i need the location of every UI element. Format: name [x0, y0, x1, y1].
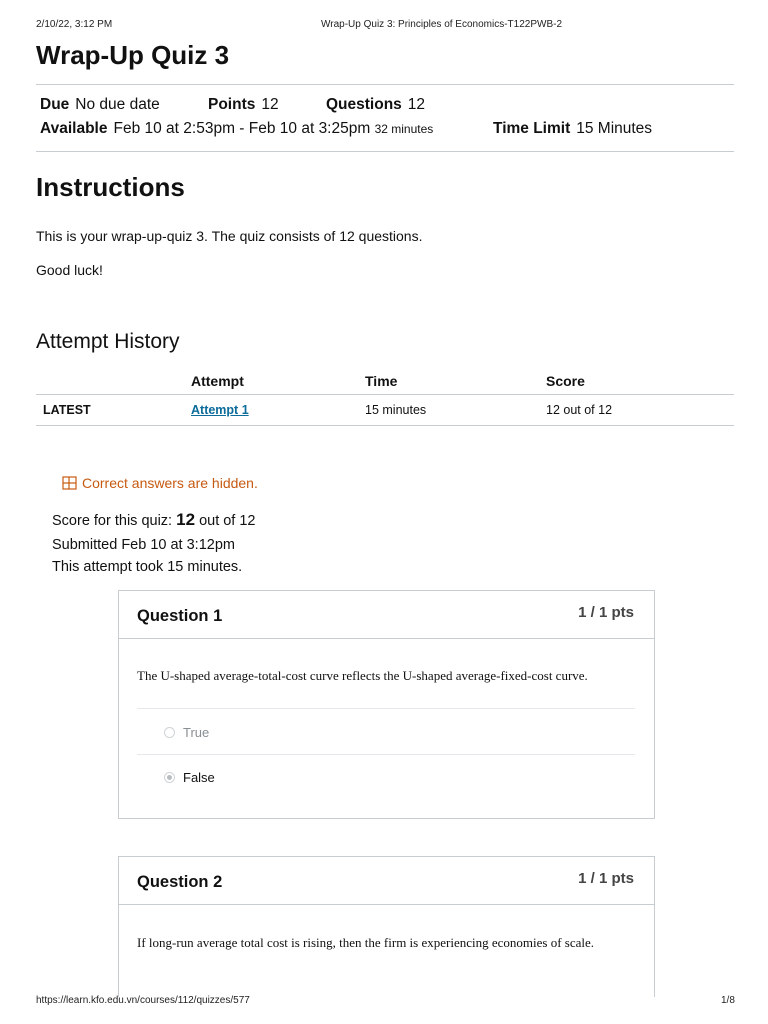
question-points: 1 / 1 pts	[578, 604, 634, 621]
points-value: 12	[261, 96, 279, 113]
question-card	[118, 590, 655, 819]
question-header	[119, 591, 654, 639]
option-label: False	[183, 770, 215, 785]
available-info	[40, 120, 433, 138]
column-header-time: Time	[365, 373, 398, 389]
question-title: Question 2	[137, 873, 223, 891]
latest-tag: LATEST	[43, 403, 91, 417]
print-datetime: 2/10/22, 3:12 PM	[36, 19, 113, 30]
question-text: If long-run average total cost is rising, then the firm is experiencing economies of scale.	[137, 935, 595, 950]
questions-info	[326, 96, 425, 114]
column-header-attempt: Attempt	[191, 373, 244, 389]
question-points: 1 / 1 pts	[578, 870, 634, 887]
answers-hidden-notice	[62, 475, 258, 491]
points-info	[208, 96, 279, 114]
quiz-title: Wrap-Up Quiz 3	[36, 40, 230, 70]
due-info	[40, 96, 160, 114]
due-value: No due date	[75, 96, 160, 113]
grid-icon	[62, 476, 77, 490]
attempt-link[interactable]: Attempt 1	[191, 403, 249, 417]
quiz-score	[52, 510, 256, 530]
option-label: True	[183, 725, 210, 740]
column-header-score: Score	[546, 373, 585, 389]
time-limit-label: Time Limit	[493, 120, 571, 137]
answer-option-selected[interactable]	[164, 770, 215, 785]
question-title: Question 1	[137, 607, 223, 625]
table-divider	[36, 394, 734, 395]
attempt-score: 12 out of 12	[546, 403, 613, 417]
option-divider	[137, 754, 635, 755]
divider	[36, 84, 734, 85]
print-url: https://learn.kfo.edu.vn/courses/112/quizzes/577	[36, 995, 250, 1006]
instructions-heading: Instructions	[36, 172, 185, 202]
answer-option[interactable]	[164, 725, 209, 740]
instructions-text: Good luck!	[36, 262, 103, 278]
attempt-history-heading: Attempt History	[36, 330, 180, 353]
attempt-duration: This attempt took 15 minutes.	[52, 559, 243, 575]
attempt-time: 15 minutes	[365, 403, 427, 417]
points-label: Points	[208, 96, 256, 113]
option-divider	[137, 708, 635, 709]
question-card	[118, 856, 655, 997]
score-prefix: Score for this quiz:	[52, 513, 173, 529]
time-limit-value: 15 Minutes	[576, 120, 653, 137]
score-value: 12	[176, 510, 196, 529]
questions-label: Questions	[326, 96, 402, 113]
questions-value: 12	[407, 96, 426, 113]
submitted-time: Submitted Feb 10 at 3:12pm	[52, 537, 235, 553]
hidden-note-text: Correct answers are hidden.	[82, 475, 258, 491]
score-suffix: out of 12	[199, 513, 256, 529]
available-label: Available	[40, 120, 108, 137]
radio-button[interactable]	[164, 727, 175, 738]
instructions-text: This is your wrap-up-quiz 3. The quiz consists of 12 questions.	[36, 228, 423, 244]
table-divider	[36, 425, 734, 426]
question-text: The U-shaped average-total-cost curve reflects the U-shaped average-fixed-cost curve.	[137, 668, 588, 683]
due-label: Due	[40, 96, 70, 113]
print-page-number: 1/8	[721, 995, 735, 1006]
radio-button-selected[interactable]	[164, 772, 175, 783]
divider	[36, 151, 734, 152]
available-duration: 32 minutes	[374, 122, 434, 136]
available-value: Feb 10 at 2:53pm - Feb 10 at 3:25pm	[113, 120, 371, 137]
question-header	[119, 857, 654, 905]
print-doc-title: Wrap-Up Quiz 3: Principles of Economics-T122PWB-2	[321, 19, 563, 30]
time-limit-info	[493, 120, 652, 138]
